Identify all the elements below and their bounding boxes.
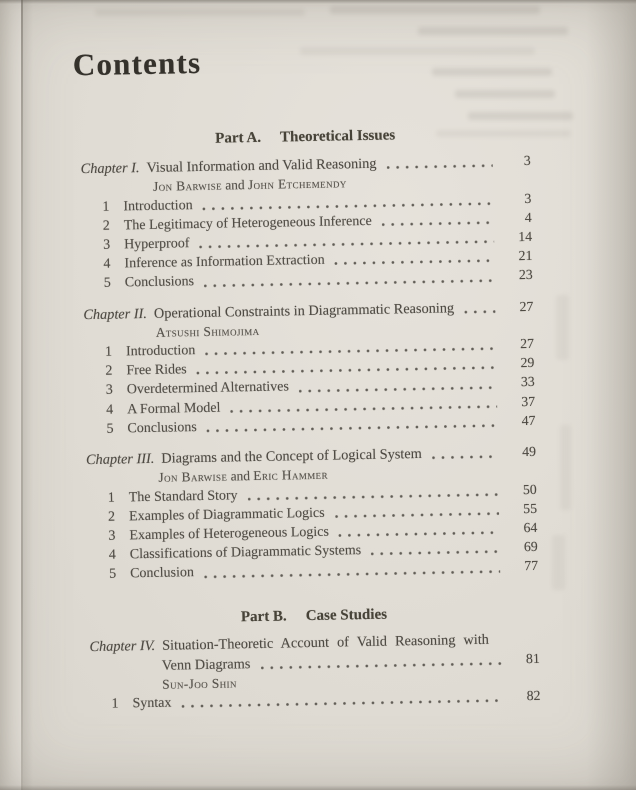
leader-dots (339, 530, 500, 539)
section-number: 2 (107, 509, 116, 525)
leader-dots (204, 568, 500, 579)
leader-dots (207, 423, 498, 434)
section-title: Introduction (123, 197, 193, 214)
leader-dots (204, 277, 495, 288)
section-number: 1 (107, 490, 115, 506)
section-page: 77 (524, 558, 539, 574)
part-label: Part A. (215, 129, 262, 147)
section-title: Examples of Diagrammatic Logics (128, 505, 325, 525)
section-title: Classifications of Diagrammatic Systems (129, 543, 362, 563)
chapter-entry (81, 151, 533, 294)
chapter-page: 49 (522, 443, 537, 460)
chapter-page: 27 (519, 298, 534, 314)
section-page: 3 (524, 190, 532, 206)
part-title: Theoretical Issues (279, 127, 396, 146)
author-name: Jon Barwise (158, 468, 228, 485)
author-name: Sun-Joo Shin (162, 674, 238, 692)
leader-dots (335, 258, 495, 267)
chapter-label: Chapter IV. (89, 637, 156, 655)
chapter-entry (83, 296, 535, 439)
section-title: The Legitimacy of Heterogeneous Inference (123, 213, 372, 234)
leader-dots (335, 510, 500, 519)
author-name: Jon Barwise (152, 177, 223, 194)
chapter-title: Diagrams and the Concept of Logical System (161, 445, 422, 467)
part-label: Part B. (240, 608, 287, 625)
section-page: 47 (521, 412, 536, 428)
section-number: 3 (105, 383, 113, 399)
section-title: Examples of Heterogeneous Logics (129, 524, 330, 544)
section-page: 33 (520, 374, 535, 390)
section-title: Conclusions (127, 419, 197, 437)
section-page: 64 (523, 519, 538, 536)
section-page: 4 (524, 209, 532, 225)
section-title: The Standard Story (128, 487, 238, 505)
chapter-title: Visual Information and Valid Reasoning (146, 155, 377, 176)
section-title: Free Rides (126, 362, 187, 379)
chapter-label: Chapter II. (83, 305, 148, 323)
section-page: 50 (522, 481, 537, 497)
section-title: Conclusion (130, 565, 195, 582)
section-title: Hyperproof (123, 236, 190, 253)
section-page: 29 (520, 355, 535, 371)
authors-conjunction: and (221, 177, 249, 193)
section-page: 82 (526, 687, 541, 704)
leader-dots (386, 163, 492, 171)
section-number: 4 (106, 402, 114, 418)
toc-body (80, 124, 541, 714)
section-number: 4 (103, 256, 111, 272)
section-number: 5 (106, 421, 114, 437)
section-number: 5 (103, 275, 111, 292)
chapter-title: Situation-Theoretic Account of Valid Reasoning with (161, 631, 490, 654)
page-title: Contents (72, 44, 202, 83)
leader-dots (299, 384, 497, 394)
section-number: 3 (102, 237, 111, 253)
section-number: 4 (108, 547, 116, 563)
section-page: 37 (521, 393, 536, 409)
chapter-label: Chapter III. (85, 450, 155, 469)
section-title: Overdetermined Alternatives (126, 379, 290, 398)
part-title: Case Studies (305, 606, 388, 624)
chapter-entry (86, 442, 538, 585)
section-number: 1 (102, 199, 110, 215)
chapter-title-cont: Venn Diagrams (161, 655, 251, 674)
part-heading (89, 602, 539, 629)
page-bottom-edge (0, 785, 636, 790)
section-number: 1 (104, 344, 113, 360)
section-page: 14 (518, 228, 533, 245)
section-title: Inference as Information Extraction (124, 252, 325, 272)
chapter-title: Operational Constraints in Diagrammatic Reasoning (153, 299, 455, 322)
chapter-page: 81 (525, 650, 540, 666)
authors-conjunction: and (227, 468, 254, 484)
section-number: 1 (111, 696, 119, 712)
leader-dots (432, 454, 498, 461)
section-title: Conclusions (124, 274, 195, 291)
section-title: Introduction (125, 343, 196, 360)
chapter-entry (89, 629, 540, 714)
author-name: John Etchemendy (247, 175, 347, 193)
section-page: 27 (520, 335, 535, 352)
chapter-label: Chapter I. (80, 160, 140, 178)
author-name: Atsushi Shimojima (155, 322, 260, 340)
section-page: 69 (523, 538, 538, 555)
leader-dots (382, 220, 494, 228)
chapter-page: 3 (523, 152, 531, 169)
section-title: Syntax (132, 695, 172, 712)
leader-dots (464, 308, 495, 315)
part-heading (80, 124, 530, 151)
leader-dots (181, 698, 502, 710)
section-page: 21 (518, 248, 533, 264)
section-page: 23 (518, 267, 533, 283)
section-page: 55 (523, 500, 538, 516)
section-number: 2 (102, 218, 110, 234)
section-title: A Formal Model (127, 400, 221, 417)
section-number: 5 (109, 566, 117, 583)
section-number: 2 (105, 363, 113, 379)
section-number: 3 (108, 528, 116, 544)
leader-dots (371, 549, 500, 557)
author-name: Eric Hammer (253, 466, 329, 484)
